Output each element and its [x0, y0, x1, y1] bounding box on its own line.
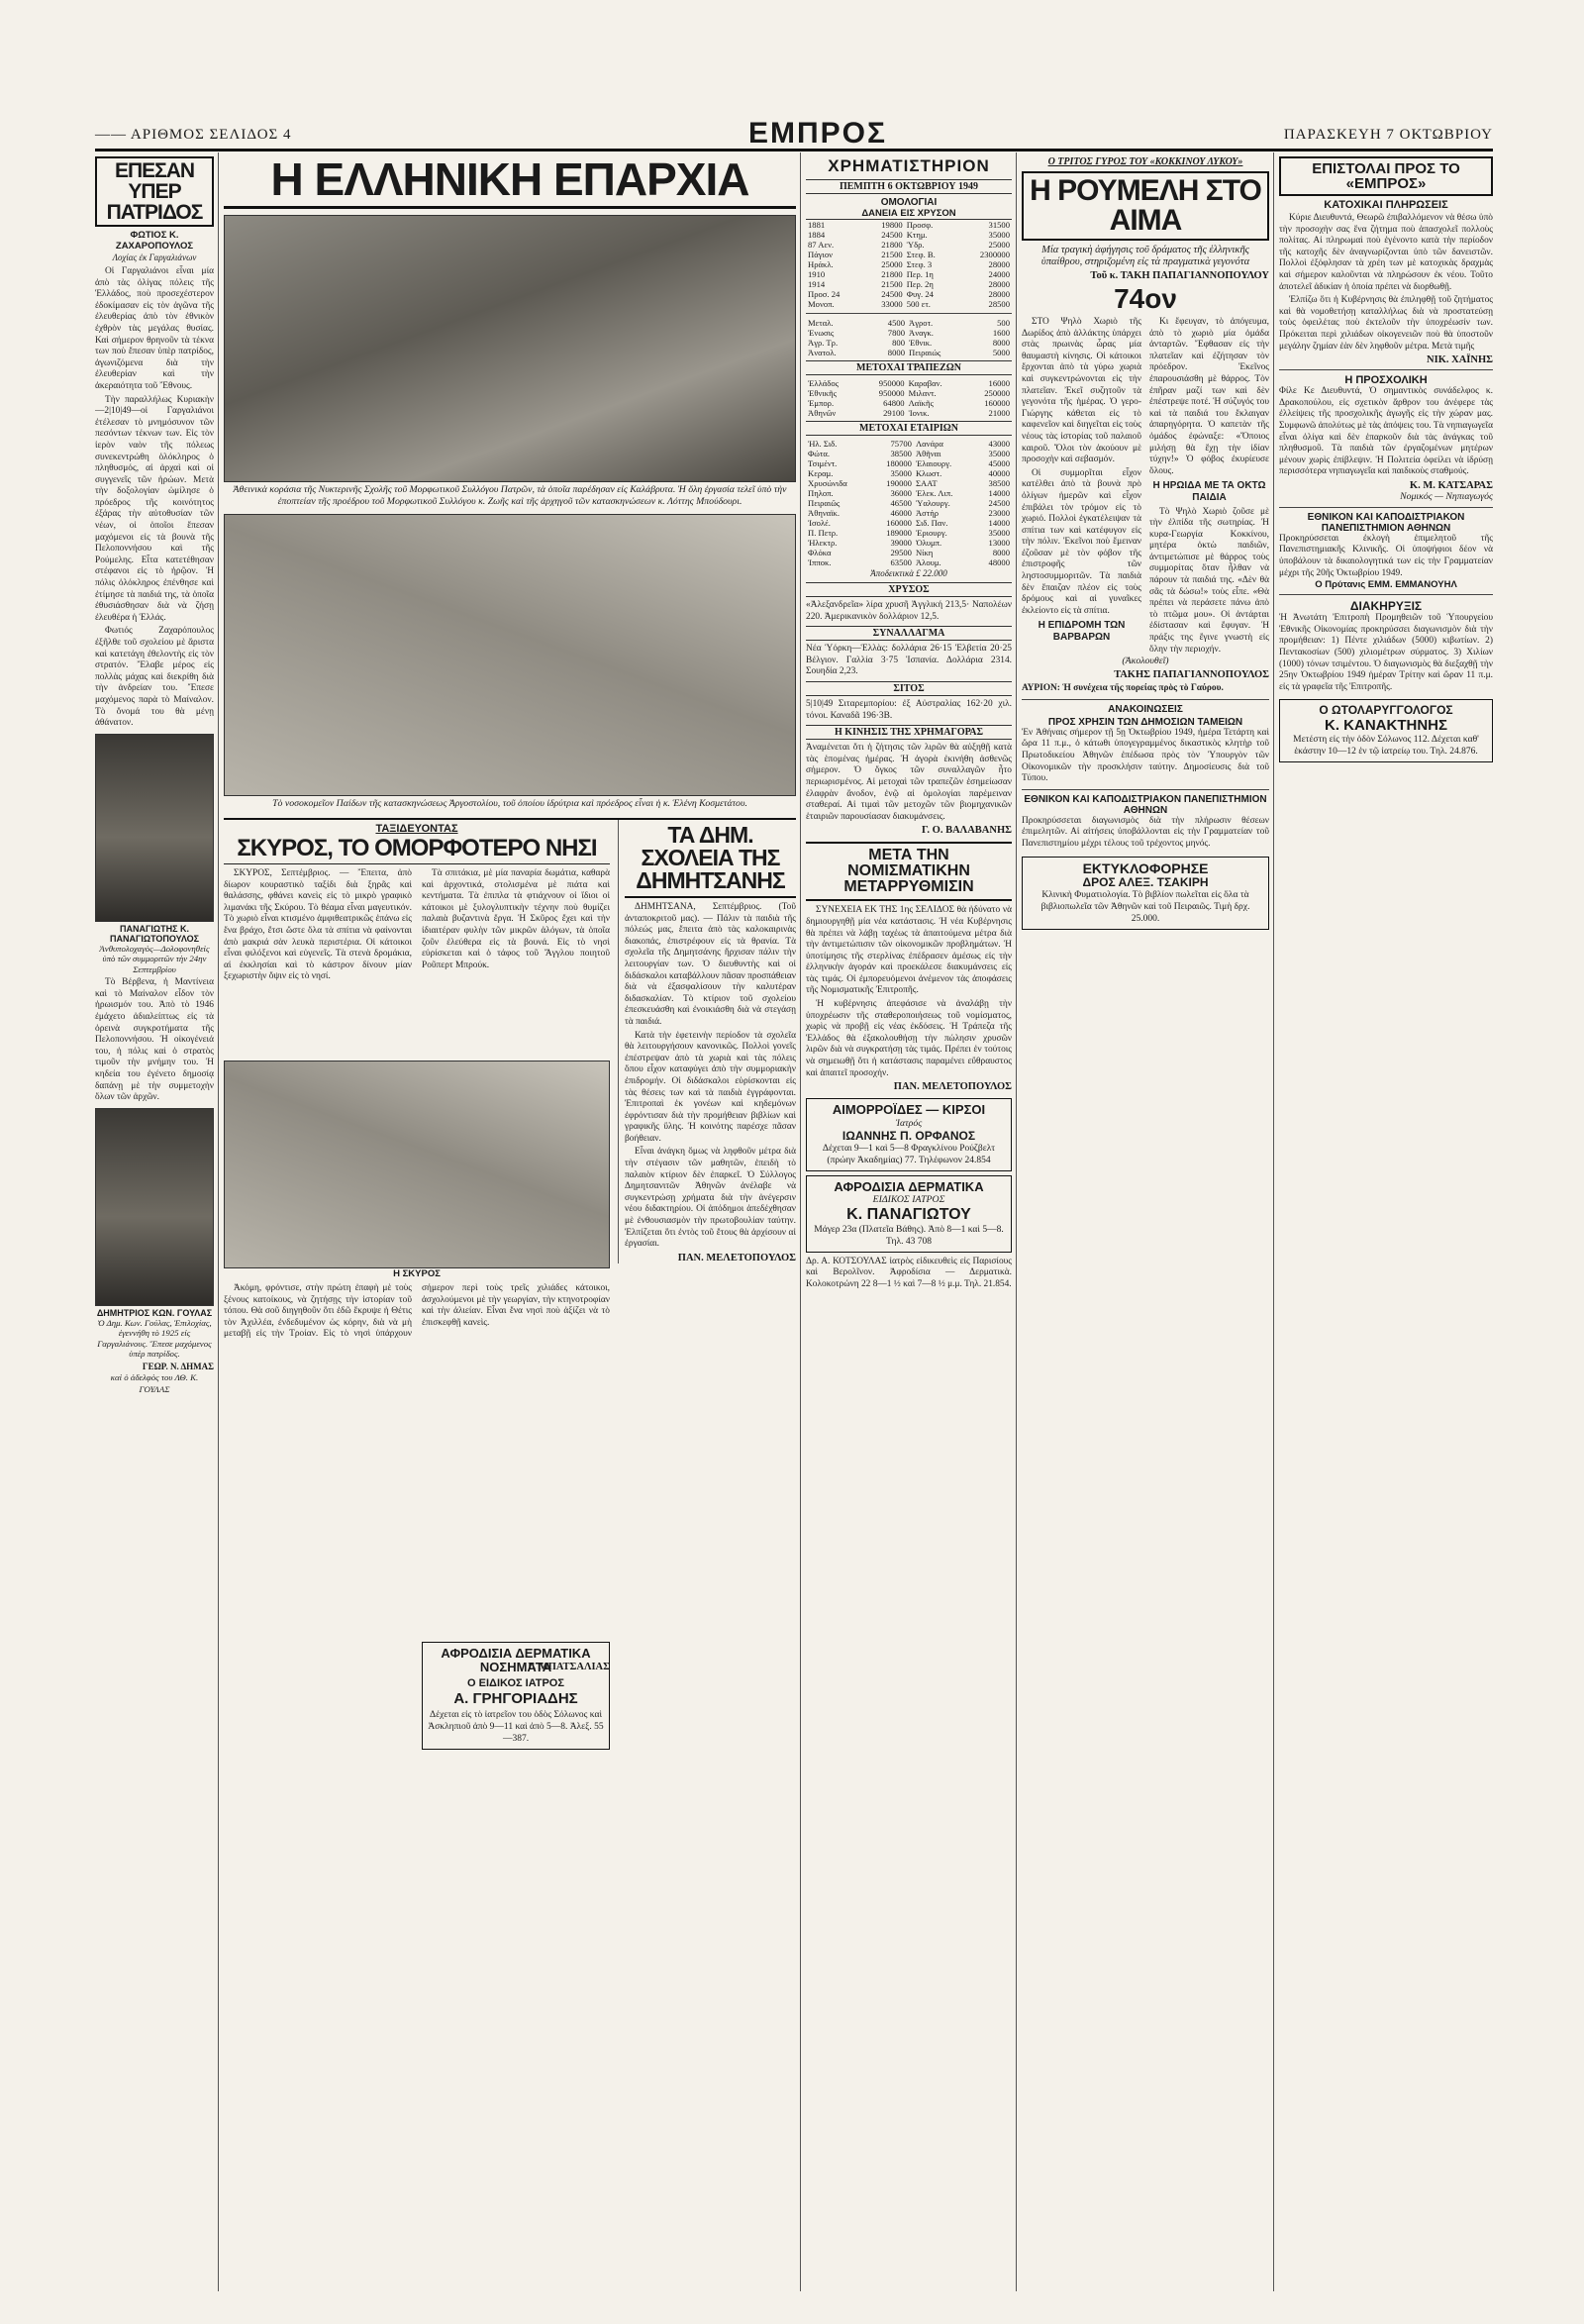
market-label: Πηλοπ. — [808, 488, 834, 498]
market-label: Κτημ. — [906, 230, 928, 240]
masthead — [95, 117, 1493, 151]
market-row — [806, 269, 1012, 279]
market-row — [806, 388, 1012, 398]
ad-title2: Ο ΕΙΔΙΚΟΣ ΙΑΤΡΟΣ — [467, 1676, 564, 1689]
market-label: Ὀλυμπ. — [915, 538, 942, 548]
ad1-name: ΙΩΑΝΝΗΣ Π. ΟΡΦΑΝΟΣ — [842, 1128, 976, 1143]
col1-author: ΦΩΤΙΟΣ Κ. ΖΑΧΑΡΟΠΟΥΛΟΣ — [115, 230, 194, 252]
ad3-body: Δρ. Α. ΚΟΤΣΟΥΛΑΣ ἰατρὸς εἰδικευθεὶς εἰς Παρισίους καὶ Βερολῖνον. Ἀφροδίσια — Δερματικὰ. Κολοκοτρώνη 22 8—1 ½ καὶ 7—8 ½ μ.μ. Τηλ. 21.854. — [806, 1256, 1012, 1289]
market-row — [806, 240, 1012, 250]
market-label: Ἐλεκ. Λιπ. — [915, 488, 953, 498]
market-label: Μιλαντ. — [908, 388, 937, 398]
market-label: Περ. 1η — [906, 269, 934, 279]
column-rule — [800, 152, 801, 2291]
market-label: Ηράκλ. — [808, 259, 834, 269]
market-value: 160000 — [984, 398, 1010, 408]
market-label: Ἀθηναϊκ. — [808, 508, 840, 518]
market-label: Κεραμ. — [808, 468, 834, 478]
fx-text: Νέα Ὑόρκη—Ἑλλὰς: δολλάρια 26·15 Ἐλβετία 20·25 Βέλγιον. Γαλλία 3·75 Ἰσπανία. Δολλάρια 2314. Σουηδία 2,23. — [806, 644, 1012, 677]
col1-text — [95, 266, 214, 730]
col5-ad-title: ΕΚΤΥΚΛΟΦΟΡΗΣΕ — [1082, 859, 1209, 876]
col6-sign2: Κ. Μ. ΚΑΤΣΑΡΑΣ — [1409, 479, 1493, 491]
market-value: 33000 — [881, 299, 903, 309]
market-label: Ἐμπορ. — [808, 398, 835, 408]
market-row — [806, 449, 1012, 458]
market-value: 24000 — [988, 269, 1010, 279]
col5-body2: Οἱ συμμορῖται εἶχον κατέλθει ἀπὸ τὰ βουνὰ πρὸ ὀλίγων ἡμερῶν καὶ εἶχον ἐπιβάλει τὸν τρόμον εἰς τὸ χωριό. Πολλοὶ ἐγκατέλειψαν τὰ σπίτια των καὶ κατέφυγον εἰς τὴν πόλιν. Ἐκεῖνοι ποὺ ἔμειναν ἐζοῦσαν μὲ τὸν φόβον τῆς ἐπιστροφῆς τῶν ληστοσυμμοριτῶν. Τὰ παιδιὰ δὲν ἔπαιζαν πλέον εἰς τοὺς δρόμους καὶ αἱ γυναῖκες ἐκλείοντο εἰς τὰ σπίτια. — [1022, 467, 1141, 616]
market-value: 64800 — [883, 398, 905, 408]
market-value: 14000 — [988, 518, 1010, 528]
col6-notice-sign: Ο Πρύτανις ΕΜΜ. ΕΜΜΑΝΟΥΗΛ — [1315, 579, 1457, 591]
notice1-head: ΠΡΟΣ ΧΡΗΣΙΝ ΤΩΝ ΔΗΜΟΣΙΩΝ ΤΑΜΕΙΩΝ — [1047, 716, 1243, 728]
market-value: 21000 — [988, 408, 1010, 418]
story1-sign: Γ. ΜΠΑΤΣΑΛΙΑΣ — [528, 1662, 610, 1672]
market-row — [806, 408, 1012, 418]
photo1-sub: Ἀνθυπολοχαγὸς—Δολοφονηθεὶς ὑπὸ τῶν συμμοριτῶν τὴν 24ην Σεπτεμβρίου — [99, 943, 210, 974]
market-value: 160000 — [886, 518, 912, 528]
col2-headline: Η ΕΛΛΗΝΙΚΗ ΕΠΑΡΧΙΑ — [224, 156, 796, 209]
market-label: Μονοπ. — [808, 299, 835, 309]
market-value: 500 — [997, 318, 1010, 328]
col6-notice-head: ΕΘΝΙΚΟΝ ΚΑΙ ΚΑΠΟΔΙΣΤΡΙΑΚΟΝ ΠΑΝΕΠΙΣΤΗΜΙΟΝ ΑΘΗΝΩΝ — [1307, 511, 1465, 534]
market-label: Ἀστήρ — [915, 508, 940, 518]
col5-ad-title2: ΔΡΟΣ ΑΛΕΞ. ΤΣΑΚΙΡΗ — [1082, 874, 1209, 889]
market-value: 1600 — [992, 328, 1010, 338]
market-value: 63500 — [890, 557, 912, 567]
story-text — [806, 905, 1012, 1079]
col6-diak-body: Ἡ Ἀνωτάτη Ἐπιτροπὴ Προμηθειῶν τοῦ Ὑπουργείου Ἐθνικῆς Οἰκονομίας προκηρύσσει διαγωνισμὸν διὰ τὴν προμήθειαν: 1) Πέντε χιλιάδων (5000) κιβωτίων. 2) Πεντακοσίων (500) χιλιομέτρων σύρματος. 3) Χιλίων (1000) τόνων τσιμέντου. Ὁ διαγωνισμὸς θὰ διεξαχθῇ τὴν 25ην Ὀκτωβρίου 1949 ἡμέραν Τρίτην καὶ ὥραν 11 π.μ. εἰς τὰ γραφεῖα τῆς Ἐπιτροπῆς. — [1279, 613, 1493, 692]
col6-body3: Φίλε Κε Διευθυντά, Ὁ σημαντικὸς συνάδελφος κ. Δρακοπούλου, εἰς σχετικὸν ἄρθρον του ἀνέφερε τὰς ἐλλείψεις τῆς προσχολικῆς ἀγωγῆς εἰς τὴν χώραν μας. Συμφωνῶ ἀπολύτως μὲ τὰς ἀπόψεις του. Τὰ νηπιαγωγεῖα εἶναι ὀλίγα καὶ δὲν ἐπαρκοῦν διὰ τὰς ἀνάγκας τοῦ πληθυσμοῦ. Τὰ παιδιὰ τῶν ἐργαζομένων μητέρων μένουν χωρὶς ἐπίβλεψιν. Ἡ Πολιτεία ὀφείλει νὰ ἱδρύσῃ περισσότερα νηπιαγωγεῖα καὶ παιδικοὺς σταθμούς. — [1279, 386, 1493, 477]
market-value: 950000 — [878, 388, 905, 398]
market-label: Στεφ. Β. — [906, 250, 936, 259]
market-row — [806, 279, 1012, 289]
market-label: 1881 — [808, 220, 826, 230]
photo2-caption: Τὸ νοσοκομεῖον Παίδων τῆς κατασκηνώσεως Ἀργοστολίου, τοῦ ὁποίου ἱδρύτρια καὶ πρόεδρος εἶναι ἡ κ. Ἑλένη Κοσμετάτου. — [272, 798, 747, 809]
market-value: 46500 — [890, 498, 912, 508]
market-label: 500 ετ. — [906, 299, 931, 309]
market-row — [806, 557, 1012, 567]
market-value: 21800 — [881, 269, 903, 279]
market-value: 250000 — [984, 388, 1010, 398]
column-rule — [1016, 152, 1017, 2291]
column-1 — [95, 156, 214, 2295]
corp-title: ΜΕΤΟΧΑΙ ΕΤΑΙΡΙΩΝ — [806, 421, 1012, 436]
market-row — [806, 220, 1012, 230]
column-4 — [806, 156, 1012, 2295]
market-value: 48000 — [988, 557, 1010, 567]
market-value: 21800 — [881, 240, 903, 250]
news-body: Ἀναμένεται ὅτι ἡ ζήτησις τῶν λιρῶν θὰ αὐξηθῇ κατὰ τὰς ἑπομένας ἡμέρας. Ἡ ἀγορὰ ἐκινήθη ἀσθενῶς σήμερον. Ὁ ὄγκος τῶν συναλλαγῶν ἦτο περιωρισμένος. Αἱ μετοχαὶ τῶν τραπεζῶν ἐσημείωσαν ἐλαφρὰν ἄνοδον, ἐνῷ αἱ ὁμολογίαι παρέμειναν σταθεραί. Αἱ τιμαὶ τῶν μετοχῶν τῶν βιομηχανικῶν ἑταιριῶν παρουσίασαν διακυμάνσεις. — [806, 743, 1012, 822]
corp-table — [806, 439, 1012, 567]
col5-body: ΣΤΟ Ψηλὸ Χωριὸ τῆς Δωρίδος ἀπὸ ἀλλάκτης ὑπάρχει στὰς πρωινὰς ὧρας μία θαυμαστὴ κίνησις. Οἱ κάτοικοι ἔρχονται ἀπὸ τὰ γύρω χωριὰ καὶ συγκεντρώνονται εἰς τὴν πλατεῖαν. Ἐκεῖ συζητοῦν τὰ γεγονότα τῆς ἡμέρας. Ὁ γερο-Γιώργης κάθεται εἰς τὸ καφενεῖον καὶ διηγεῖται εἰς τοὺς νέους τὰς ἱστορίας τοῦ παλαιοῦ καιροῦ. Ὅλοι τὸν ἀκούουν μὲ προσοχὴν καὶ σεβασμόν. — [1022, 317, 1141, 465]
market-label: Κλωστ. — [915, 468, 942, 478]
notice-kicker: ΑΝΑΚΟΙΝΩΣΕΙΣ — [1108, 703, 1183, 715]
market-row — [806, 508, 1012, 518]
market-value: 8000 — [992, 338, 1010, 348]
story-headline: ΜΕΤΑ ΤΗΝ ΝΟΜΙΣΜΑΤΙΚΗΝ ΜΕΤΑΡΡΥΘΜΙΣΙΝ — [806, 842, 1012, 901]
market-value: 28500 — [988, 299, 1010, 309]
skyros-photo — [224, 1061, 610, 1268]
market-value: 35000 — [890, 468, 912, 478]
market-label: Φυγ. 24 — [906, 289, 934, 299]
market-label: 1914 — [808, 279, 826, 289]
market-label: Ἀθηνῶν — [808, 408, 837, 418]
col5-body3: Κι ἔφευγαν, τὸ ἀπόγευμα, ἀπὸ τὸ χωριὸ μία ὁμάδα ἀνταρτῶν. Ἔφθασαν εἰς τὴν πλατεῖαν καὶ ἐζήτησαν τὸν πρόεδρον. Ἐκεῖνος ἐπαρουσιάσθη μὲ θάρρος. Τὸν ἐπῆραν μαζί των καὶ δὲν ἐπέστρεψε ποτέ. Ἡ σύζυγός του καὶ τὰ παιδιά του ἔκλαιγαν ἀπαρηγόρητα. Ὁ καπετὰν τῆς ὁμάδος ἐφώναξε: «Ὅποιος μιλήσῃ θὰ ἔχῃ τὴν ἰδίαν τύχην!» Ὁ φόβος ἐκυρίευσε ὅλους. — [1149, 317, 1269, 476]
market-row — [806, 478, 1012, 488]
market-value: 4500 — [887, 318, 905, 328]
market-value: 190000 — [886, 478, 912, 488]
col6-diak-head: ΔΙΑΚΗΡΥΞΙΣ — [1349, 599, 1423, 614]
banks-table — [806, 378, 1012, 418]
bonds-title: ΟΜΟΛΟΓΙΑΙ — [880, 197, 938, 208]
story-body: ΣΥΝΕΧΕΙΑ ΕΚ ΤΗΣ 1ης ΣΕΛΙΔΟΣ θὰ ἠδύνατο νὰ δημιουργηθῇ μία νέα κατάστασις. Ἡ νέα Κυβέρνησις θὰ πρέπει νὰ λάβῃ ταχέως τὰ ἀπαιτούμενα μέτρα διὰ τὴν ἀντιμετώπισιν τῶν οἰκονομικῶν προβλημάτων. Ἡ ὑποτίμησις τῆς στερλίνας ἐπέδρασεν ἀμέσως εἰς τὴν ἑλληνικὴν ἀγοράν καὶ προεκάλεσε διακυμάνσεις εἰς τὰς τιμάς. Οἱ ἐμπορευόμενοι ἀνέμενον τὰς ἀποφάσεις τῆς Νομισματικῆς Ἐπιτροπῆς. — [806, 905, 1012, 996]
market-label: Πειραιῶς — [808, 498, 841, 508]
col1-signoff: ΓΕΩΡ. Ν. ΔΗΜΑΣ — [142, 1361, 214, 1371]
col5-ad-body: Κλινικὴ Φυματιολογία. Τὸ βιβλίον πωλεῖται εἰς ὅλα τὰ βιβλιοπωλεῖα τῶν Ἀθηνῶν καὶ τοῦ Πειραιῶς. Τιμὴ δρχ. 25.000. — [1040, 890, 1250, 925]
photo3-caption: Η ΣΚΥΡΟΣ — [393, 1268, 441, 1279]
column-3 — [618, 820, 796, 1263]
ad-title1: ΑΦΡΟΔΙΣΙΑ ΔΕΡΜΑΤΙΚΑ ΝΟΣΗΜΑΤΑ — [441, 1646, 591, 1675]
market-row — [806, 468, 1012, 478]
market-value: 23000 — [988, 508, 1010, 518]
col5-tomorrow: ΑΥΡΙΟΝ: Ἡ συνέχεια τῆς πορείας πρὸς τὸ Γαύρου. — [1022, 683, 1224, 694]
ad-tsakiri — [1022, 857, 1269, 931]
market-label: Ὑδρ. — [906, 240, 925, 250]
market-row — [806, 538, 1012, 548]
market-value: 180000 — [886, 458, 912, 468]
col5-byline: Τοῦ κ. ΤΑΚΗ ΠΑΠΑΓΙΑΝΝΟΠΟΥΛΟΥ — [1090, 270, 1269, 281]
col3-body2: Κατὰ τὴν ἐφετεινὴν περίοδον τὰ σχολεῖα θὰ λειτουργήσουν κανονικῶς. Πολλοὶ γονεῖς ἐπέστρεψαν ἀπὸ τὰ χωριὰ καὶ τὰς πόλεις ὅπου εἶχον καταφύγει ἀπὸ τὴν συμμοριακὴν ἐπιδρομήν. Οἱ διδάσκαλοι εὑρίσκονται εἰς τὰς θέσεις των καὶ τὰ παιδιὰ ἐγγράφονται. Ἐπιτροπαὶ ἐκ γονέων καὶ κηδεμόνων ἐφρόντισαν διὰ τὴν προμήθειαν βιβλίων καὶ γραφικῆς ὕλης. Ἡ κοινότης παρέσχε πᾶσαν βοήθειαν. — [625, 1030, 796, 1144]
grain-text: 5|10|49 Σιταρεμπορίου: ἐξ Αὐστραλίας 162·20 χιλ. τόνοι. Καναδᾶ 196·3Β. — [806, 698, 1012, 721]
market-value: 28000 — [988, 279, 1010, 289]
market-value: 38500 — [988, 478, 1010, 488]
col6-body1: Κύριε Διευθυντά, Θεωρῶ ἐπιβαλλόμενον νὰ θέσω ὑπὸ τὴν προσοχὴν σας ἕνα ζήτημα ποὺ ἀπασχολεῖ πολλοὺς πολίτας. Αἱ πληρωμαὶ ποὺ ἐγένοντο κατὰ τὴν περίοδον τῆς κατοχῆς δὲν ἀναγνωρίζονται ὑπὸ τῶν δανειστῶν. Πολλοὶ ἐξόφλησαν τὰ χρέη των μὲ κατοχικὰς δραχμὰς καὶ σήμερον καλοῦνται νὰ πληρώσουν ἐκ νέου. Τοῦτο ἀποτελεῖ ἀδικίαν ἡ ὁποία πρέπει νὰ διορθωθῇ. — [1279, 213, 1493, 292]
col6-head1: ΚΑΤΟΧΙΚΑΙ ΠΛΗΡΩΣΕΙΣ — [1324, 199, 1448, 211]
column-6 — [1279, 156, 1493, 2295]
market-row — [806, 439, 1012, 449]
notice2-body: Προκηρύσσεται διαγωνισμὸς διὰ τὴν πλήρωσιν θέσεων ἐπιμελητῶν. Αἱ αἰτήσεις ὑποβάλλονται εἰς τὴν Γραμματείαν τοῦ Πανεπιστημίου μέχρι τέλους τοῦ τρέχοντος μηνός. — [1022, 815, 1269, 849]
ad-grigoriadis — [422, 1642, 610, 1750]
market-row — [806, 230, 1012, 240]
market-value: 14000 — [988, 488, 1010, 498]
market-row — [806, 488, 1012, 498]
market-value: 39000 — [890, 538, 912, 548]
girls-school-photo — [224, 215, 796, 482]
market-label: Ἠλ. Σιδ. — [808, 439, 838, 449]
ad-orfanos — [806, 1098, 1012, 1170]
market-date: ΠΕΜΠΤΗ 6 ΟΚΤΩΒΡΙΟΥ 1949 — [806, 179, 1012, 194]
market-value: 24500 — [881, 289, 903, 299]
story-body2: Ἡ κυβέρνησις ἀπεφάσισε νὰ ἀναλάβῃ τὴν ὑποχρέωσιν τῆς σταθεροποιήσεως τοῦ νομίσματος, χωρὶς νὰ προβῇ εἰς νέας ἐκδόσεις. Ἡ Τράπεζα τῆς Ἑλλάδος θὰ ἐξακολουθήσῃ τὴν πώλησιν χρυσῶν λιρῶν διὰ νὰ συγκρατήσῃ τὰς τιμάς. Πρέπει ἐν τούτοις νὰ σημειωθῇ ὅτι ἡ κατάστασις παραμένει εὔθραυστος καὶ ἀπαιτεῖ προσοχήν. — [806, 999, 1012, 1078]
col1-body2: Φωτιός Ζαχαρόπουλος ἐξῆλθε τοῦ σχολείου μὲ ἄριστα καὶ κατετάγη ἐθελοντὴς εἰς τὸν στρατόν. Ἔλαβε μέρος εἰς πολλὰς μάχας καὶ διεκρίθη διὰ τὴν ἀνδρείαν του. Ἔπεσε μαχόμενος παρὰ τὸ Μαίναλον. Τὸ ὄνομά του θὰ μένῃ ἀθάνατον. — [95, 626, 214, 729]
travel-kicker: ΤΑΞΙΔΕΥΟΝΤΑΣ — [375, 823, 458, 835]
market-label: Ἀγροτ. — [908, 318, 934, 328]
market-label: Λανάρα — [915, 439, 943, 449]
col6-head2: Η ΠΡΟΣΧΟΛΙΚΗ — [1344, 374, 1428, 387]
market-label: Τσιμέντ. — [808, 458, 838, 468]
fx-note: Ἀποδεικτικὰ £ 22.000 — [870, 568, 947, 578]
col3-headline: ΤΑ ΔΗΜ. ΣΧΟΛΕΙΑ ΤΗΣ ΔΗΜΗΤΣΑΝΗΣ — [625, 824, 796, 898]
market-value: 16000 — [988, 378, 1010, 388]
col3-text — [625, 902, 796, 1251]
market-value: 24500 — [881, 230, 903, 240]
market-label: Νίκη — [915, 548, 934, 557]
story-sign: ΠΑΝ. ΜΕΛΕΤΟΠΟΥΛΟΣ — [893, 1081, 1012, 1093]
ad-panagiotou — [806, 1175, 1012, 1253]
market-value: 24500 — [988, 498, 1010, 508]
market-value: 950000 — [878, 378, 905, 388]
col5-sign: ΤΑΚΗΣ ΠΑΠΑΓΙΑΝΝΟΠΟΥΛΟΣ — [1114, 669, 1269, 681]
col5-continued: (Ἀκολουθεῖ) — [1122, 656, 1169, 667]
column-rule — [218, 152, 219, 2291]
fx-title: ΣΥΝΑΛΛΑΓΜΑ — [806, 626, 1012, 641]
market-row — [806, 498, 1012, 508]
col5-sub1: Η ΕΠΙΔΡΟΜΗ ΤΩΝ ΒΑΡΒΑΡΩΝ — [1038, 620, 1126, 644]
market-row — [806, 318, 1012, 328]
market-label: Ἰονικ. — [908, 408, 930, 418]
market-label: Ἐριουργ. — [915, 528, 947, 538]
market-value: 7800 — [887, 328, 905, 338]
portrait-photo — [95, 734, 214, 922]
column-rule — [1273, 152, 1274, 2291]
market-value: 40000 — [988, 468, 1010, 478]
paper-name: ΕΜΠΡΟΣ — [748, 117, 888, 150]
market-value: 29500 — [890, 548, 912, 557]
news-kicker: Η ΚΙΝΗΣΙΣ ΤΗΣ ΧΡΗΜΑΓΟΡΑΣ — [806, 725, 1012, 740]
market-label: Ἠλεκτρ. — [808, 538, 838, 548]
market-label: Ἐθνικῆς — [808, 388, 837, 398]
gold-bonds-table — [806, 220, 1012, 309]
story1-text — [224, 868, 610, 1057]
market-row — [806, 250, 1012, 259]
photo1-caption: ΠΑΝΑΓΙΩΤΗΣ Κ. ΠΑΝΑΓΙΩΤΟΠΟΥΛΟΣ — [109, 923, 200, 944]
portrait-photo — [95, 1108, 214, 1306]
photo1-caption: Ἀθεινικὰ κοράσια τῆς Νυκτερινῆς Σχολῆς τοῦ Μορφωτικοῦ Συλλόγου Πατρῶν, τὰ ὁποῖα παρέδησαν εἰς Καλάβρυτα. Ἡ ὅλη ἐργασία τελεῖ ὑπὸ τὴν ἐποπτείαν τῆς προέδρου τοῦ Μορφωτικοῦ Συλλόγου κ. Ζωῆς καὶ τῆς ἀρχηγοῦ τῶν κατασκηνώσεων κ. Λόττης Μπούδουρι. — [233, 484, 787, 507]
market-row — [806, 259, 1012, 269]
market-value: 2300000 — [979, 250, 1010, 259]
market-label: Ἐλλάδος — [808, 378, 840, 388]
market-value: 19800 — [881, 220, 903, 230]
story1-body: ΣΚΥΡΟΣ, Σεπτέμβριος. — Ἔπειτα, ἀπὸ δίωρον κουραστικὸ ταξίδι διὰ ξηρᾶς καὶ θαλάσσης, φθάνει κανεὶς εἰς τὸ μικρὸ γραφικὸ λιμανάκι τῆς Σκύρου. Τὸ θέαμα εἶναι μαγευτικόν. Τὸ χωριὸ εἶναι κτισμένο ἀμφιθεατρικῶς ἐπάνω εἰς ἕνα βράχο, ἔτσι ὥστε ὅλα τὰ σπίτια νὰ φαίνονται ἀπὸ μακριά σὰν λευκὰ περιστέρια. Οἱ κάτοικοι εἶναι φιλόξενοι καὶ εὐγενεῖς. Τὰ στενὰ δρομάκια, αἱ ἐκκλησίαι καὶ τὸ κάστρον δίνουν μίαν ξεχωριστὴν ὄψιν εἰς τὸ νησί. — [224, 868, 412, 982]
market-value: 800 — [892, 338, 905, 348]
ad1-sub: Ἰατρός — [895, 1117, 923, 1129]
col5-sub2: Η ΗΡΩΙΔΑ ΜΕ ΤΑ ΟΚΤΩ ΠΑΙΔΙΑ — [1152, 480, 1266, 503]
page-number: —— ΑΡΙΘΜΟΣ ΣΕΛΙΔΟΣ 4 — [95, 127, 292, 143]
market-label: 1910 — [808, 269, 826, 279]
col6-notice-body: Προκηρύσσεται ἐκλογὴ ἐπιμελητοῦ τῆς Πανεπιστημιακῆς Κλινικῆς. Οἱ ὑποψήφιοι δέον νὰ ὑποβάλουν τὰ δικαιολογητικά των εἰς τὴν Γραμματείαν μέχρι τῆς 20ῆς Ὀκτωβρίου 1949. — [1279, 533, 1493, 578]
market-value: 36000 — [890, 488, 912, 498]
col5-text — [1022, 317, 1269, 656]
market-label: Ἰπποκ. — [808, 557, 832, 567]
market-row — [806, 289, 1012, 299]
market-value: 31500 — [988, 220, 1010, 230]
col6-text1 — [1279, 213, 1493, 353]
market-row — [806, 528, 1012, 538]
market-row — [806, 398, 1012, 408]
column-2 — [224, 156, 796, 2295]
market-value: 45000 — [988, 458, 1010, 468]
market-label: Φώτα. — [808, 449, 831, 458]
market-value: 21500 — [881, 279, 903, 289]
market-value: 75700 — [890, 439, 912, 449]
story1-body2: Τὰ σπιτάκια, μὲ μία παναρία δωμάτια, καθαρὰ καὶ ἀρχοντικά, στολισμένα μὲ πιάτα καὶ κεντήματα. Τὰ ἐπιπλα τὰ φτιάχνουν οἱ ἴδιοι οἱ κάτοικοι μὲ ξυλογλυπτικὴν τέχνην ποὺ θυμίζει παλαιὰ βυζαντινὰ ἔργα. Ἡ Σκῦρος ἔχει καὶ τὴν ἰδιαιτέραν φυλὴν τῶν μικρῶν ἀλόγων, τὰ ὁποῖα ζοῦν ἐλεύθερα εἰς τὰ βουνά. Εἰς τὸ νησὶ εὑρίσκεται καὶ ὁ τάφος τοῦ Ἄγγλου ποιητοῦ Ροῦπερτ Μπρούκ. — [422, 868, 610, 970]
market-label: Χρυσώνιδα — [808, 478, 847, 488]
col1-headline: ΕΠΕΣΑΝ ΥΠΕΡ ΠΑΤΡΙΔΟΣ — [95, 156, 214, 227]
market-value: 38500 — [890, 449, 912, 458]
col6-ad-name: Κ. ΚΑΝΑΚΤΗΝΗΣ — [1325, 716, 1447, 734]
market-label: Ἀναγκ. — [908, 328, 934, 338]
col6-ad-head: Ο ΩΤΟΛΑΡΥΓΓΟΛΟΓΟΣ — [1319, 703, 1453, 718]
col1-body: Τὴν παραλλήλως Κυριακὴν—2|10|49—οἱ Γαργαλιάνοι ἐτέλεσαν τὸ μνημόσυνον τῶν πεσόντων τέκνων των. Εἰς τὸν ἱερὸν ναὸν τῆς πόλεως συνεκεντρώθη ὁλόκληρος ὁ πληθυσμός, αἱ ἀρχαὶ καὶ οἱ συγγενεῖς τῶν ἡρώων. Μετὰ τὴν δοξολογίαν ὡμίλησε ὁ πρόεδρος τῆς κοινότητος ἐξάρας τὴν αὐτοθυσίαν τῶν νέων, οἱ ὁποῖοι ἔπεσαν μαχόμενοι εἰς τὰ βουνὰ τῆς Πελοποννήσου καὶ τῆς Ρούμελης. Εἶτα κατετέθησαν στέφανοι εἰς τὸ ἡρῷον. Ἡ πόλις ὁλόκληρος ἐπένθησε καὶ ἐτίμησε τὰ παιδιά της, τὰ ὁποῖα ἐθυσιάσθησαν διὰ νὰ ζήσῃ ἐλευθέρα ἡ Ἑλλάς. — [95, 394, 214, 623]
market-value: 43000 — [988, 439, 1010, 449]
col6-sign2-role: Νομικός — Νηπιαγωγός — [1400, 490, 1493, 502]
issue-date: ΠΑΡΑΣΚΕΥΗ 7 ΟΚΤΩΒΡΙΟΥ — [1283, 127, 1493, 143]
market-label: Ἐνωσις — [808, 328, 835, 338]
market-label: Ἀγρ. Τρ. — [808, 338, 839, 348]
market-label: Πειραιώς — [908, 348, 941, 357]
children-camp-photo — [224, 514, 796, 796]
col5-kicker: Ο ΤΡΙΤΟΣ ΓΥΡΟΣ ΤΟΥ «ΚΟΚΚΙΝΟΥ ΛΥΚΟΥ» — [1047, 156, 1243, 167]
photo2-caption: ΔΗΜΗΤΡΙΟΣ ΚΩΝ. ΓΟΥΛΑΣ — [96, 1307, 213, 1318]
gold-title2: ΧΡΥΣΟΣ — [806, 582, 1012, 597]
market-row — [806, 348, 1012, 357]
market-value: 5000 — [992, 348, 1010, 357]
market-value: 21500 — [881, 250, 903, 259]
market-label: Περ. 2η — [906, 279, 934, 289]
market-value: 189000 — [886, 528, 912, 538]
market-label: Ἐθνικ. — [908, 338, 933, 348]
market-value: 8000 — [887, 348, 905, 357]
masthead-rule — [95, 149, 1493, 152]
ad-body: Δέχεται εἰς τὸ ἰατρεῖον του ὁδὸς Σόλωνος καὶ Ἀσκληπιοῦ ἀπὸ 9—11 καὶ ἀπὸ 5—8. Ἀλεξ. 55—387. — [428, 1710, 604, 1745]
travel-section — [224, 818, 796, 1745]
gold-text: «Ἀλεξανδρεῖα» λίρα χρυσῆ Ἀγγλική 213,5· Ναπολέων 220. Ἀμερικανικὸν δολλάριον 12,5. — [806, 600, 1012, 622]
grain-title: ΣΙΤΟΣ — [806, 681, 1012, 696]
newspaper-page — [95, 117, 1493, 2295]
market-label: Ὑαλουργ. — [915, 498, 950, 508]
market-label: Ἀνατολ. — [808, 348, 837, 357]
col3-body3: Εἶναι ἀνάγκη ὅμως νὰ ληφθοῦν μέτρα διὰ τὴν στέγασιν τῶν μαθητῶν, ἐπειδὴ τὸ παλαιὸν κτίριον δὲν ἐπαρκεῖ. Ὁ Σύλλογος Δημητσανιτῶν Ἀθηνῶν ἀνέλαβε νὰ συγκεντρώσῃ χρήματα διὰ τὴν ἀνέγερσιν νέου διδακτηρίου. Οἱ ἀπόδημοι ἀπεδέχθησαν μὲ ἐνθουσιασμὸν τὴν πρωτοβουλίαν ταύτην. Ἐλπίζεται ὅτι ἐντὸς τοῦ ἔτους θὰ ἀρχίσουν αἱ ἐργασίαι. — [625, 1147, 796, 1250]
market-label: Ἐλαιουργ. — [915, 458, 952, 468]
market-value: 28000 — [988, 259, 1010, 269]
market-label: Προσ. 24 — [808, 289, 841, 299]
market-label: Προσφ. — [906, 220, 934, 230]
market-label: Ἀλουμ. — [915, 557, 941, 567]
market-row — [806, 338, 1012, 348]
col3-body: ΔΗΜΗΤΣΑΝΑ, Σεπτέμβριος. (Τοῦ ἀνταποκριτοῦ μας). — Πάλιν τὰ παιδιὰ τῆς πόλεώς μας, ἔπειτα ἀπὸ τὰς καλοκαιρινὰς διακοπάς, ἐπιστρέφουν εἰς τὰ θρανία. Τὰ σχολεῖα τῆς Δημητσάνης ἤρχισαν πάλιν τὴν λειτουργίαν των. Ὁ διευθυντὴς καὶ οἱ διδάσκαλοι καταβάλλουν πᾶσαν προσπάθειαν διὰ νὰ ἐξασφαλίσουν τὴν καλυτέραν διδασκαλίαν. Τὸ κτίριον τοῦ σχολείου ἐπεσκευάσθη καὶ ἐνοικιάσθη διὰ νὰ στεγάσῃ τὰ παιδιά. — [625, 902, 796, 1027]
market-label: Ἰσολέ. — [808, 518, 831, 528]
col1-text2 — [95, 977, 214, 1104]
ad-title3: Α. ΓΡΗΓΟΡΙΑΔΗΣ — [453, 1689, 578, 1707]
gold-title: ΔΑΝΕΙΑ ΕΙΣ ΧΡΥΣΟΝ — [806, 208, 1012, 220]
photo2-sub: Ὁ Δημ. Κων. Γούλας, Ἐπιλοχίας, ἐγεννήθη τὸ 1925 εἰς Γαργαλιάνους. Ἔπεσε μαχόμενος ὑπὲρ πατρίδος. — [97, 1317, 212, 1360]
market-row — [806, 458, 1012, 468]
notice1-body: Ἐν Ἀθήναις σήμερον τῇ 5ῃ Ὀκτωβρίου 1949, ἡμέρα Τετάρτη καὶ ὥρα 11 π.μ., ὁ κάτωθι ὑπογεγραμμένος δικαστικὸς κλητὴρ τοῦ Πρωτοδικείου Ἀθηνῶν ἐπέδωσα πρὸς τὸν Ὑπουργὸν τῶν Οἰκονομικῶν τὴν προσκλήσιν ταύτην. Δημοσίευσις διὰ τοῦ Τύπου. — [1022, 727, 1269, 784]
story1-body3: Ἀκόμη, φρόντισε, στὴν πρώτη ἐπαφὴ μὲ τοὺς ξένους κατοίκους, νὰ ζητήσῃς τὴν ἱστορίαν τοῦ τόπου. Θὰ σοῦ διηγηθοῦν ὅτι ἐδῶ ἔκρυψε ἡ Θέτις τὸν Ἀχιλλέα, ἐνδεδυμένον ὡς κόρην, διὰ νὰ μὴ μεταβῇ εἰς τὴν Τροίαν. Εἰς τὸ νησὶ ὑπάρχουν σήμερον περὶ τοὺς τρεῖς χιλιάδες κάτοικοι, ἀσχολούμενοι μὲ τὴν γεωργίαν, τὴν κτηνοτροφίαν καὶ τὴν ἁλιείαν. Εἶναι ἕνα νησὶ ποὺ ἀξίζει νὰ τὸ ἐπισκεφθῇ κανεὶς. — [224, 1283, 610, 1340]
market-value: 28000 — [988, 289, 1010, 299]
market-value: 29100 — [883, 408, 905, 418]
banks-title: ΜΕΤΟΧΑΙ ΤΡΑΠΕΖΩΝ — [806, 360, 1012, 375]
market-row — [806, 378, 1012, 388]
market-label: Λαϊκῆς — [908, 398, 934, 408]
market-value: 8000 — [992, 548, 1010, 557]
col5-headline: Η ΡΟΥΜΕΛΗ ΣΤΟ ΑΙΜΑ — [1022, 171, 1269, 241]
col5-deck: Μία τραγικὴ ἀφήγησις τοῦ δράματος τῆς ἑλληνικῆς ὑπαίθρου, στηριζομένη εἰς τὰ πραγματικὰ γεγονότα — [1040, 245, 1250, 267]
ad2-sub: ΕΙΔΙΚΟΣ ΙΑΤΡΟΣ — [872, 1194, 945, 1205]
market-value: 35000 — [988, 528, 1010, 538]
ad2-title: ΑΦΡΟΔΙΣΙΑ ΔΕΡΜΑΤΙΚΑ — [834, 1178, 984, 1194]
market-row — [806, 328, 1012, 338]
col6-body2: Ἐλπίζω ὅτι ἡ Κυβέρνησις θὰ ἐπιληφθῇ τοῦ ζητήματος καὶ θὰ νομοθετήσῃ καταλλήλως διὰ νὰ προστατεύσῃ τοὺς ὀφειλέτας ποὺ ἐκτελοῦν τὴν ὑποχρέωσίν των. Πρόκειται περὶ χιλιάδων οἰκογενειῶν ποὺ θὰ ὑποστοῦν μεγάλην ζημίαν ἐὰν δὲν ληφθοῦν μέτρα. Μετὰ τιμῆς — [1279, 295, 1493, 352]
market-value: 25000 — [881, 259, 903, 269]
col6-sign1: ΝΙΚ. ΧΑΪΝΗΣ — [1427, 354, 1493, 366]
col6-kicker: ΕΠΙΣΤΟΛΑΙ ΠΡΟΣ ΤΟ «ΕΜΠΡΟΣ» — [1279, 156, 1493, 196]
story1-headline: ΣΚΥΡΟΣ, ΤΟ ΟΜΟΡΦΟΤΕΡΟ ΝΗΣΙ — [224, 837, 610, 864]
market-row — [806, 518, 1012, 528]
market-value: 46000 — [890, 508, 912, 518]
news-sign: Γ. Ο. ΒΑΛΑΒΑΝΗΣ — [922, 825, 1012, 837]
market-label: 87 Αεν. — [808, 240, 835, 250]
col3-sign: ΠΑΝ. ΜΕΛΕΤΟΠΟΥΛΟΣ — [677, 1252, 796, 1263]
market-label: Ἀθῆναι — [915, 449, 941, 458]
market-label: Φλόκα — [808, 548, 832, 557]
market-title: ΧΡΗΜΑΤΙΣΤΗΡΙΟΝ — [828, 156, 990, 175]
market-label: Σιδ. Παν. — [915, 518, 948, 528]
market-label: Καραβαν. — [908, 378, 942, 388]
market-row — [806, 548, 1012, 557]
market-label: 1884 — [808, 230, 826, 240]
col1-body3: Τὸ Βέρβενα, ἡ Μαντίνεια καὶ τὸ Μαίναλον εἶδον τὸν ἡρωισμόν του. Ἀπὸ τὸ 1946 ἐμάχετο ἀδιαλείπτως εἰς τὰ ὀρεινὰ συγκροτήματα τῆς Πελοποννήσου. Ἡ οἰκογένειά του, ἡ πόλις καὶ ὁ στρατὸς τιμοῦν τὴν μνήμην του. Ἡ κηδεία του ἐγένετο δημοσίᾳ δαπάνῃ μὲ τὴν συμμετοχὴν ὅλων τῶν ἀρχῶν. — [95, 977, 214, 1103]
gold2-table — [806, 318, 1012, 357]
col1-intro: Οἱ Γαργαλιάνοι εἶναι μία ἀπὸ τὰς ὀλίγας πόλεις τῆς Ἑλλάδος, ποὺ προσεχέστερον ἐδοκίμασαν εἰς τὸν ἀγῶνα τῆς ἐλευθερίας ἀπὸ τὸν ἐθνικὸν ἐχθρὸν τὰς μεγάλας θυσίας. Καὶ σήμερον θρηνοῦν τὰ τέκνα των ποὺ ἔπεσαν ὑπὲρ πατρίδος, ἀγωνιζόμενα διὰ τὴν ἐλευθερίαν καὶ τὴν ἀκεραιότητα τοῦ Ἔθνους. — [95, 266, 214, 391]
market-value: 25000 — [988, 240, 1010, 250]
col6-ad-body: Μετέστη εἰς τὴν ὁδὸν Σόλωνος 112. Δέχεται καθ' ἑκάστην 10—12 ἐν τῷ ἰατρείῳ του. Τηλ. 24.876. — [1293, 735, 1479, 758]
market-label: Μεταλ. — [808, 318, 834, 328]
notice2-head: ΕΘΝΙΚΟΝ ΚΑΙ ΚΑΠΟΔΙΣΤΡΙΑΚΟΝ ΠΑΝΕΠΙΣΤΗΜΙΟΝ ΑΘΗΝΩΝ — [1024, 793, 1267, 816]
ad1-body: Δέχεται 9—1 καὶ 5—8 Φραγκλίνου Ρούζβελτ (πρώην Ἀκαδημίας) 77. Τηλέφωνον 24.854 — [822, 1143, 996, 1165]
col5-body4: Τὸ Ψηλὸ Χωριὸ ζοῦσε μὲ τὴν ἐλπίδα τῆς σωτηρίας. Ἡ κυρα-Γεωργία Κοκκίνου, μητέρα ὀκτὼ παιδιῶν, ἀντιμετώπισε μὲ θάρρος τοὺς συμμορίτας ὅταν ἦλθαν νὰ πάρουν τὰ παιδιά της. «Δὲν θὰ σᾶς τὰ δώσω!» τοὺς εἶπε. «Θὰ πρέπει νὰ περάσετε πάνω ἀπὸ τὸ πτῶμα μου». Οἱ ἀντάρται ἐδίστασαν καὶ ἔφυγαν. Ἡ πράξις της ἔγινε γνωστὴ εἰς ὅλην τὴν περιοχήν. — [1149, 506, 1269, 655]
ad-kanaktinis — [1279, 699, 1493, 762]
installment-number: 74ον — [1114, 283, 1177, 314]
market-value: 13000 — [988, 538, 1010, 548]
market-row — [806, 299, 1012, 309]
col1-signoff2: καὶ ὁ ἀδελφὸς του ΛΘ. Κ. ΓΟΥΛΑΣ — [110, 1371, 199, 1394]
column-5 — [1022, 156, 1269, 2295]
ad2-body: Μάγερ 23α (Πλατεῖα Βάθης). Ἀπὸ 8—1 καὶ 5—8. Τηλ. 43 708 — [814, 1224, 1004, 1247]
market-label: Π. Πετρ. — [808, 528, 839, 538]
col1-author-role: Λοχίας ἐκ Γαργαλιάνων — [112, 253, 197, 262]
market-label: Στεφ. 3 — [906, 259, 933, 269]
market-label: ΣΑΑΤ — [915, 478, 938, 488]
market-value: 35000 — [988, 449, 1010, 458]
market-label: Πάγιον — [808, 250, 834, 259]
ad2-name: Κ. ΠΑΝΑΓΙΩΤΟΥ — [846, 1206, 971, 1223]
story1-text2 — [224, 1283, 610, 1660]
ad1-title: ΑΙΜΟΡΡΟΪΔΕΣ — ΚΙΡΣΟΙ — [832, 1102, 986, 1118]
market-value: 35000 — [988, 230, 1010, 240]
